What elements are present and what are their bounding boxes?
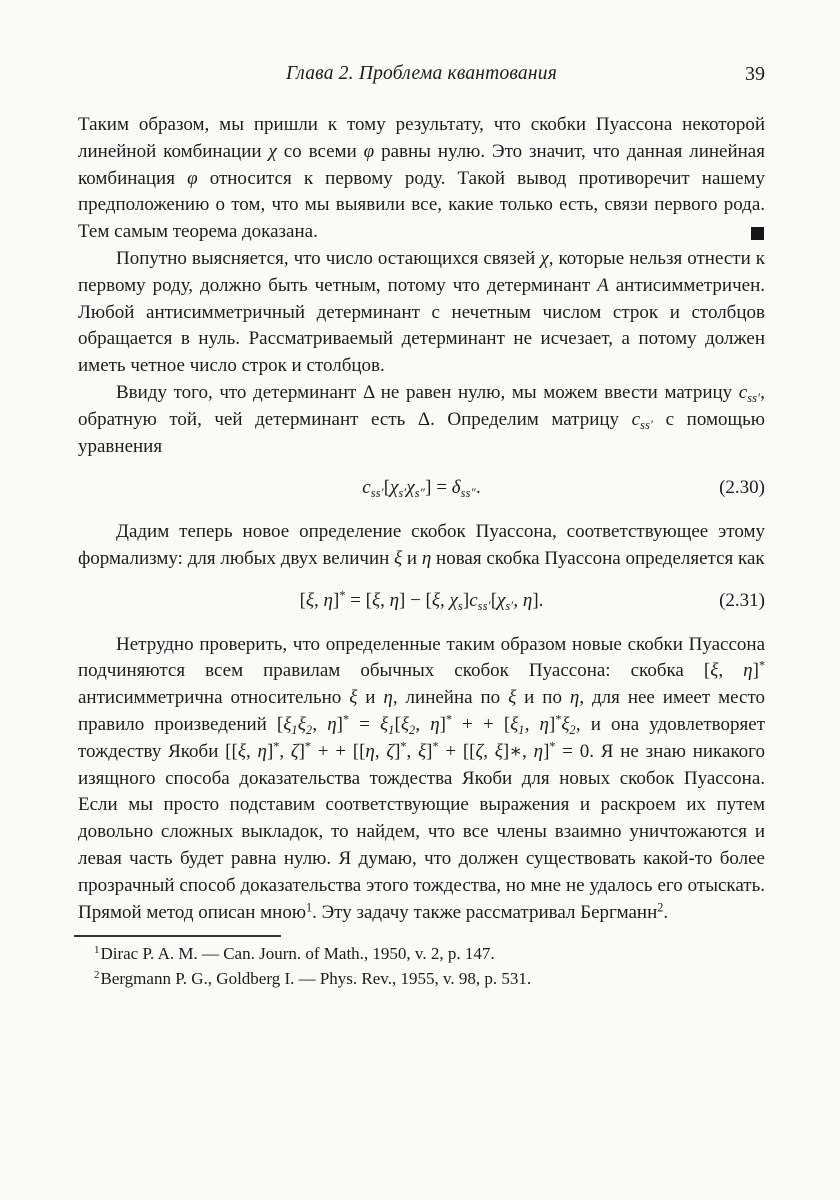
text-run: ,: [513, 589, 523, 611]
math-symbol: c: [631, 408, 641, 430]
math-symbol: ξ: [283, 713, 292, 735]
text-run: ]: [548, 713, 556, 735]
footnote-marker: 2: [94, 968, 100, 981]
text-run: Нетрудно проверить, что определенные таким образом новые скобки Пуассона подчиняются всем правилам обычных скобок Пуассона: скобка [: [78, 633, 765, 682]
superscript: *: [273, 739, 280, 754]
text-run: новая скобка Пуассона определяется как: [431, 547, 765, 569]
text-run: ]: [426, 740, 433, 762]
text-run: и: [402, 547, 422, 569]
text-run: [: [490, 589, 498, 611]
math-subscript: ss′: [370, 486, 384, 501]
paragraph: [78, 632, 765, 927]
equation-body: [362, 477, 481, 501]
text-run: ,: [415, 713, 431, 735]
text-run: ]: [439, 713, 446, 735]
text-run: ]: [752, 660, 759, 682]
math-symbol: ξ: [379, 713, 389, 735]
qed-square: [751, 227, 764, 240]
text-run: и по: [516, 687, 570, 709]
math-subscript: 1: [291, 722, 298, 737]
math-symbol: η: [389, 589, 400, 611]
text-run: относится к первому роду. Такой вывод противоречит нашему предположению о том, что мы выявили все, какие только есть, связи первого рода. Тем самым теорема доказана.: [78, 167, 765, 243]
math-symbol: ζ: [386, 740, 395, 762]
footnotes-list: [78, 942, 765, 991]
math-symbol: η: [430, 713, 440, 735]
footnote-text: Bergmann P. G., Goldberg I. — Phys. Rev., 1955, v. 98, p. 531.: [100, 968, 532, 988]
math-symbol: χ: [449, 589, 458, 611]
footnotes: [78, 935, 765, 991]
math-symbol: η: [257, 740, 267, 762]
math-symbol: ξ: [349, 687, 358, 709]
paragraph: [78, 112, 765, 246]
math-symbol: ξ: [394, 547, 403, 569]
text-run: + + [[: [310, 740, 366, 762]
text-run: = [: [345, 589, 372, 611]
text-run: Ввиду того, что детерминант Δ не равен нулю, мы можем ввести матрицу: [116, 381, 739, 403]
math-symbol: ζ: [475, 740, 484, 762]
math-symbol: δ: [451, 477, 461, 499]
superscript: *: [342, 712, 350, 727]
math-symbol: χ: [390, 477, 399, 499]
math-subscript: s: [457, 598, 463, 613]
math-symbol: ξ: [297, 713, 306, 735]
text-run: антисимметрична относительно: [78, 687, 350, 709]
text-run: с помощью уравнения: [78, 408, 765, 457]
math-symbol: ξ: [508, 687, 517, 709]
math-subscript: 2: [408, 722, 416, 737]
math-subscript: 2: [569, 722, 576, 737]
math-symbol: ξ: [237, 740, 246, 762]
math-symbol: c: [362, 477, 371, 499]
superscript: *: [339, 588, 346, 603]
superscript: *: [304, 739, 311, 754]
text-run: равны нулю. Это значит, что данная линейная комбинация: [78, 140, 765, 189]
text-run: ]∗,: [502, 740, 534, 762]
paragraph: [78, 380, 765, 460]
equation-block: [78, 475, 765, 502]
text-run: .: [476, 477, 481, 499]
text-run: ,: [524, 713, 540, 735]
text-run: [: [394, 713, 401, 735]
math-subscript: ss′: [640, 417, 654, 432]
math-symbol: ξ: [371, 589, 381, 611]
text-run: . Эту задачу также рассматривал Бергманн: [312, 901, 658, 923]
math-subscript: ss′: [747, 390, 761, 405]
math-symbol: ξ: [305, 589, 315, 611]
math-symbol: χ: [268, 140, 277, 162]
text-run: + [[: [438, 740, 476, 762]
equation-block: [78, 588, 765, 615]
text-run: ,: [245, 740, 258, 762]
text-run: [: [383, 477, 391, 499]
superscript: *: [432, 739, 439, 754]
math-symbol: η: [539, 713, 549, 735]
math-subscript: s′: [505, 598, 514, 613]
text-run: ,: [718, 660, 744, 682]
math-subscript: 1: [388, 722, 395, 737]
math-subscript: ss″: [460, 486, 476, 501]
math-symbol: c: [469, 589, 478, 611]
math-symbol: η: [569, 687, 580, 709]
math-symbol: ξ: [431, 589, 441, 611]
text-run: ,: [312, 713, 328, 735]
text-run: , линейна по: [392, 687, 509, 709]
math-symbol: η: [743, 660, 753, 682]
text-run: ]: [336, 713, 343, 735]
footnote: [78, 942, 765, 967]
paragraph: [78, 519, 765, 573]
math-symbol: ξ: [400, 713, 409, 735]
math-symbol: χ: [497, 589, 506, 611]
math-symbol: ξ: [510, 713, 519, 735]
math-symbol: η: [383, 687, 393, 709]
paragraph: [78, 246, 765, 380]
chapter-title: Глава 2. Проблема квантования: [286, 63, 557, 84]
running-header: [78, 62, 765, 86]
text-run: + + [: [452, 713, 511, 735]
math-symbol: ξ: [418, 740, 427, 762]
superscript: 1: [306, 899, 313, 914]
text-run: ] =: [425, 477, 452, 499]
page-body: [78, 112, 765, 926]
text-run: ]: [462, 589, 470, 611]
math-symbol: η: [522, 589, 533, 611]
text-run: со всеми: [276, 140, 364, 162]
text-run: , обратную той, чей детерминант есть Δ. Определим матрицу: [78, 381, 765, 430]
text-run: .: [663, 901, 669, 923]
text-run: ,: [380, 589, 390, 611]
text-run: ,: [440, 589, 450, 611]
text-run: =: [349, 713, 380, 735]
math-subscript: 1: [518, 722, 525, 737]
math-symbol: A: [597, 274, 609, 296]
math-symbol: ξ: [561, 713, 570, 735]
text-run: ]: [394, 740, 401, 762]
text-run: Дадим теперь новое определение скобок Пуассона, соответствующее этому формализму: для любых двух величин: [78, 521, 765, 569]
math-symbol: φ: [363, 140, 375, 162]
math-subscript: ss′: [477, 598, 491, 613]
math-symbol: η: [533, 740, 544, 762]
math-symbol: η: [323, 589, 333, 611]
text-run: , которые нельзя отнести к первому роду, должно быть четным, потому что детерминант: [78, 247, 765, 296]
text-run: ]: [298, 740, 305, 762]
text-run: ]: [543, 740, 550, 762]
text-run: = 0. Я не знаю никакого изящного способа доказательства тождества Якоби для новых скобок Пуассона. Если мы просто подставим соответствующие выражения и раскроем их путем довольно сложных выкладок, то найдем, что все члены взаимно уничтожаются и левая часть будет равна нулю. Я думаю, что должен существовать какой-то более прозрачный способ доказательства этого тождества, но мне не удалось его отыскать. Прямой метод описан мною: [78, 740, 766, 923]
text-run: , для нее имеет место правило произведений [: [78, 687, 766, 735]
text-run: Попутно выясняется, что число остающихся связей: [116, 247, 541, 269]
math-subscript: s″: [414, 486, 426, 501]
math-symbol: ξ: [494, 740, 503, 762]
text-run: , и она удовлетворяет тождеству Якоби [[: [78, 713, 765, 762]
math-symbol: χ: [406, 477, 415, 499]
text-run: ,: [279, 740, 291, 762]
text-run: и: [357, 687, 384, 709]
math-symbol: ζ: [290, 740, 299, 762]
text-run: ].: [532, 589, 544, 611]
math-symbol: η: [365, 740, 375, 762]
text-run: ] − [: [399, 589, 432, 611]
superscript: *: [400, 739, 407, 754]
math-subscript: s′: [398, 486, 407, 501]
equation-body: [300, 590, 544, 611]
text-run: ,: [483, 740, 495, 762]
equation-number: (2.31): [719, 589, 765, 611]
text-run: ]: [266, 740, 274, 762]
math-symbol: ξ: [710, 660, 719, 682]
math-symbol: φ: [187, 167, 198, 189]
page-number: 39: [745, 63, 765, 85]
footnote-rule: [74, 935, 281, 937]
superscript: *: [549, 739, 556, 754]
math-symbol: η: [327, 713, 337, 735]
math-subscript: 2: [305, 722, 313, 737]
superscript: 2: [657, 899, 664, 914]
text-run: ,: [406, 740, 419, 762]
footnote-marker: 1: [94, 944, 100, 957]
math-symbol: χ: [540, 247, 549, 269]
superscript: *: [445, 712, 453, 727]
text-run: Таким образом, мы пришли к тому результату, что скобки Пуассона некоторой линейной комбинации: [78, 114, 765, 162]
text-run: [: [299, 589, 306, 611]
superscript: *: [758, 658, 766, 673]
superscript: *: [555, 712, 562, 727]
text-run: антисимметричен. Любой антисимметричный детерминант с нечетным числом строк и столбцов обращается в нуль. Рассматриваемый детерминант не исчезает, а потому должен иметь четное число строк и столбцов.: [78, 274, 766, 377]
text-run: ]: [332, 589, 340, 611]
footnote-text: Dirac P. A. M. — Can. Journ. of Math., 1950, v. 2, p. 147.: [100, 944, 495, 964]
math-symbol: c: [738, 381, 748, 403]
text-run: ,: [314, 589, 324, 611]
equation-number: (2.30): [719, 477, 765, 499]
math-symbol: η: [421, 547, 432, 569]
footnote: [78, 967, 765, 992]
text-run: ,: [374, 740, 387, 762]
